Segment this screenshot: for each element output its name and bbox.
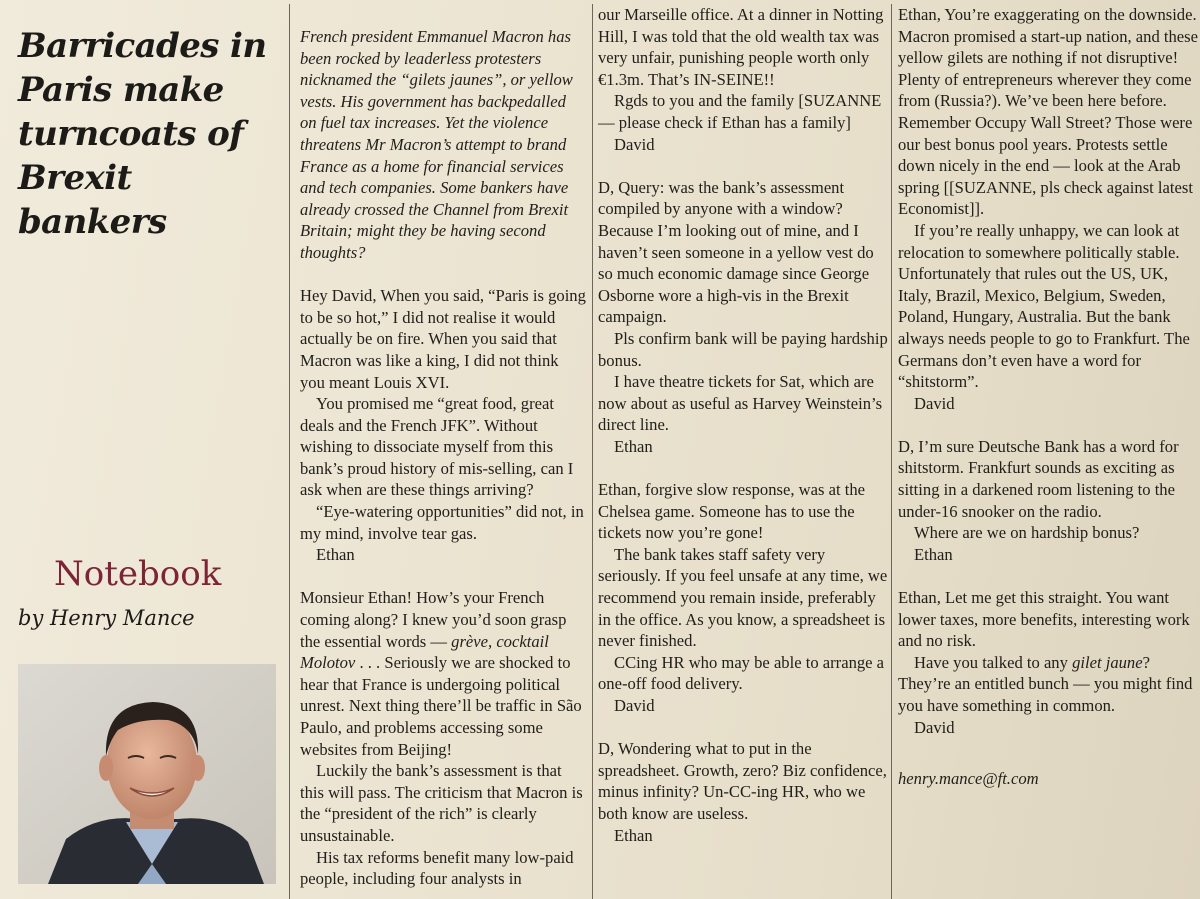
letter-signature: Ethan bbox=[614, 436, 653, 456]
author-portrait-image bbox=[18, 664, 276, 884]
byline: by Henry Mance bbox=[18, 606, 195, 630]
letter-paragraph: Hey David, When you said, “Paris is going to be so hot,” I did not realise it would actually be on fire. When you said that Macron was like a king, I did not think you meant Louis XVI. bbox=[300, 286, 586, 392]
text-run: . . . Seriously we are shocked to hear that France is undergoing political unrest. Next thing there’ll be traffic in São Paulo, and problems accessing some websites from Beijing! bbox=[300, 653, 582, 759]
letter-signature: David bbox=[614, 134, 655, 154]
author-photo bbox=[18, 664, 276, 884]
letter-paragraph: Ethan, Let me get this straight. You want lower taxes, more benefits, interesting work and no risk. bbox=[898, 588, 1190, 651]
letter-signature: David bbox=[914, 393, 955, 413]
article-column-3 bbox=[898, 4, 1198, 789]
letter-paragraph: our Marseille office. At a dinner in Notting Hill, I was told that the old wealth tax was very unfair, punishing people worth only €1.3m. That’s IN-SEINE!! bbox=[598, 5, 884, 89]
letter-paragraph: Ethan, You’re exaggerating on the downside. Macron promised a start-up nation, and these yellow gilets are nothing if not disruptive! Plenty of entrepreneurs wherever they come from (Russia?). We’ve been here before. Remember Occupy Wall Street? Those were our best bonus pool years. Protests settle down nicely in the end — look at the Arab spring [[SUZANNE, pls check against latest Economist]]. bbox=[898, 5, 1198, 219]
letter-paragraph: “Eye-watering opportunities” did not, in my mind, involve tear gas. bbox=[300, 502, 584, 543]
letter-paragraph: The bank takes staff safety very seriously. If you feel unsafe at any time, we recommend you remain inside, preferably in the office. As you know, a spreadsheet is never finished. bbox=[598, 544, 888, 651]
letter-paragraph: Pls confirm bank will be paying hardship bonus. bbox=[598, 328, 888, 370]
text-run: ? They’re an entitled bunch — you might find you have something in common. bbox=[898, 652, 1193, 715]
letter-paragraph: D, Wondering what to put in the spreadsheet. Growth, zero? Biz confidence, minus infinity? Un-CC-ing HR, who we both know are useless. bbox=[598, 739, 887, 823]
section-title: Notebook bbox=[54, 554, 222, 594]
letter-paragraph: I have theatre tickets for Sat, which are now about as useful as Harvey Weinstein’s direct line. bbox=[598, 372, 883, 435]
italic-text-run: grève, cocktail Molotov bbox=[300, 631, 549, 673]
letter-paragraph bbox=[300, 587, 586, 760]
text-run: Have you talked to any bbox=[914, 652, 1073, 672]
letter-paragraph: Ethan, forgive slow response, was at the Chelsea game. Someone has to use the tickets now you’re gone! bbox=[598, 480, 865, 543]
letter-paragraph: Rgds to you and the family [SUZANNE — please check if Ethan has a family] bbox=[598, 91, 882, 132]
letter-signature: Ethan bbox=[316, 545, 355, 565]
letter-paragraph: You promised me “great food, great deals and the French JFK”. Without wishing to dissociate myself from this bank’s proud history of mis-selling, can I ask when are these things arriving? bbox=[300, 394, 574, 500]
letter-paragraph: If you’re really unhappy, we can look at relocation to somewhere politically stable. Unfortunately that rules out the US, UK, Italy, Brazil, Mexico, Belgium, Sweden, Poland, Hungary, Australia. But the bank always needs people to go to Frankfurt. The Germans don’t even have a word for “shitstorm”. bbox=[898, 220, 1190, 392]
letter-paragraph: Where are we on hardship bonus? bbox=[914, 523, 1140, 543]
letter-signature: David bbox=[914, 717, 955, 737]
text-run: Monsieur Ethan! How’s your French coming along? I knew you’d soon grasp the essential words — bbox=[300, 588, 567, 651]
letter-paragraph: CCing HR who may be able to arrange a one-off food delivery. bbox=[598, 652, 885, 694]
italic-text-run: gilet jaune bbox=[1072, 652, 1143, 672]
letter-paragraph: D, Query: was the bank’s assessment compiled by anyone with a window? Because I’m looking out of mine, and I haven’t seen someone in a yellow vest do so much economic damage since George Osborne wore a high-vis in the Brexit campaign. bbox=[598, 177, 874, 327]
letter-signature: Ethan bbox=[614, 825, 653, 845]
author-email[interactable]: henry.mance@ft.com bbox=[898, 768, 1039, 788]
article-intro: French president Emmanuel Macron has been rocked by leaderless protesters nicknamed the “gilets jaunes”, or yellow vests. His government has backpedalled on fuel tax increases. Yet the violence threatens Mr Macron’s attempt to brand France as a home for financial services and tech companies. Some bankers have already crossed the Channel from Brexit Britain; might they be having second thoughts? bbox=[300, 27, 573, 262]
article-column-1 bbox=[300, 26, 586, 890]
letter-paragraph: D, I’m sure Deutsche Bank has a word for shitstorm. Frankfurt sounds as exciting as sitting in a darkened room listening to the under-16 snooker on the radio. bbox=[898, 436, 1179, 521]
article-column-2 bbox=[598, 4, 888, 846]
column-rule bbox=[891, 4, 892, 899]
letter-paragraph bbox=[898, 652, 1198, 717]
column-rule bbox=[592, 4, 593, 899]
column-rule bbox=[289, 4, 290, 899]
letter-paragraph: His tax reforms benefit many low-paid people, including four analysts in bbox=[300, 847, 574, 889]
left-column bbox=[18, 24, 283, 894]
headline: Barricades in Paris make turncoats of Brexit bankers bbox=[18, 26, 267, 242]
letter-signature: David bbox=[614, 696, 655, 715]
letter-paragraph: Luckily the bank’s assessment is that this will pass. The criticism that Macron is the “president of the rich” is clearly unsustainable. bbox=[300, 761, 583, 845]
letter-signature: Ethan bbox=[914, 544, 953, 564]
